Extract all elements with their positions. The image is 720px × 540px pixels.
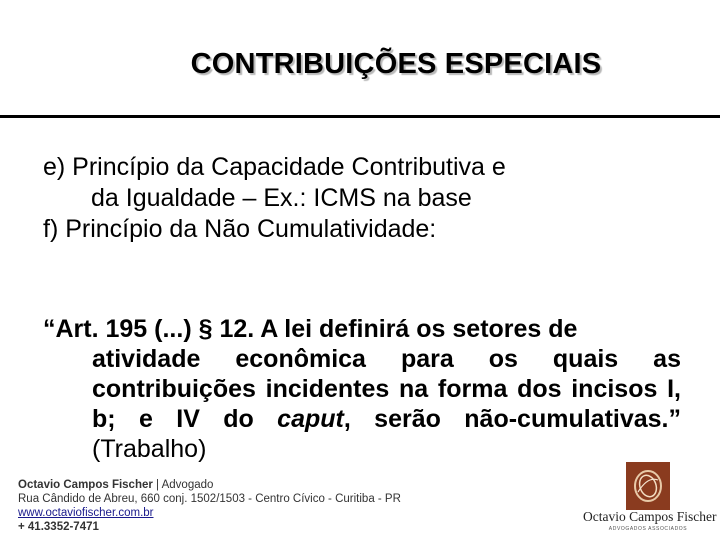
footer-phone: + 41.3352-7471 xyxy=(18,521,99,533)
footer-name-line xyxy=(18,478,401,492)
footer-contact xyxy=(18,478,401,534)
quote-body xyxy=(43,344,681,464)
slide-title: CONTRIBUIÇÕES ESPECIAIS xyxy=(190,48,602,80)
quote-caput: caput xyxy=(277,405,344,433)
footer-role: Advogado xyxy=(161,479,214,491)
quote-suffix: (Trabalho) xyxy=(92,435,207,463)
quote-body-end: , serão não-cumulativas.” xyxy=(343,405,681,433)
logo-icon xyxy=(626,462,670,510)
bullet-item-e-continuation: da Igualdade – Ex.: ICMS na base xyxy=(91,184,472,212)
footer-website-link[interactable]: www.octaviofischer.com.br xyxy=(18,507,154,519)
footer-separator: | xyxy=(152,479,162,491)
quote-first-line: “Art. 195 (...) § 12. A lei definirá os setores de xyxy=(43,315,578,343)
title-divider xyxy=(0,115,720,118)
footer-name: Octavio Campos Fischer xyxy=(18,479,153,491)
bullet-item-f: f) Princípio da Não Cumulatividade: xyxy=(43,215,437,243)
quote-body-text: atividade econômica para os quais as contribuições incidentes na forma dos incisos I, b; e IV do xyxy=(92,345,681,433)
law-quote xyxy=(43,314,681,464)
bullet-item-e: e) Princípio da Capacidade Contributiva e xyxy=(43,153,506,181)
logo-subtitle: ADVOGADOS ASSOCIADOS xyxy=(608,526,688,532)
footer-address: Rua Cândido de Abreu, 660 conj. 1502/1503 - Centro Cívico - Curitiba - PR xyxy=(18,493,401,505)
logo-name: Octavio Campos Fischer xyxy=(583,509,717,524)
bullet-list xyxy=(43,152,703,245)
